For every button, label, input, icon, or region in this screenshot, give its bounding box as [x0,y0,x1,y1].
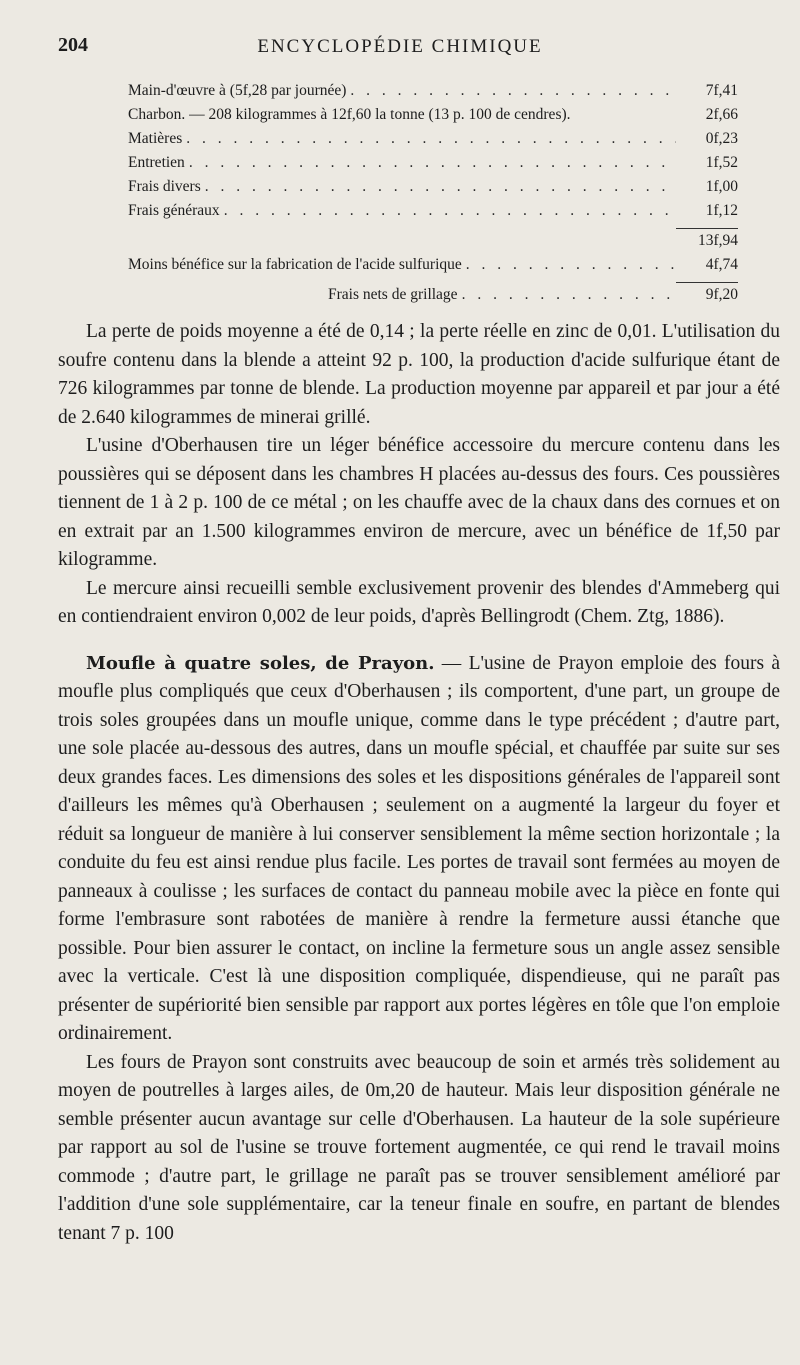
net-label: Frais nets de grillage [328,286,458,303]
section-title: Moufle à quatre soles, de Prayon. [86,652,435,674]
cost-row [128,106,738,130]
cost-label: Entretien [128,154,185,171]
leader-dots [205,178,676,196]
leader-dots [462,286,676,304]
leader-dots [189,154,676,172]
cost-row [128,202,738,226]
paragraph: Les fours de Prayon sont construits avec beaucoup de soin et armés très solidement au moyen de poutrelles à larges ailes, de 0m,20 de hauteur. Mais leur disposition générale ne semble présenter aucun avantage sur celle d'Oberhausen. La hauteur de la sole supérieure par rapport au sol de l'usine se trouve fortement augmentée, ce qui rend le travail moins commode ; d'autre part, le grillage ne paraît pas se trouver sensiblement amélioré par l'addition d'une sole supplémentaire, car la teneur finale en soufre, en partant de blendes tenant 7 p. 100 [58,1051,780,1244]
net-row [128,286,738,310]
leader-dots [224,202,676,220]
paragraph: La perte de poids moyenne a été de 0,14 ; la perte réelle en zinc de 0,01. L'utilisation du soufre contenu dans la blende a atteint 92 p. 100, la production d'acide sulfurique étant de 726 kilogrammes par tonne de blende. La production moyenne par appareil et par jour a été de 2.640 kilogrammes de minerai grillé. [58,321,780,428]
net-value: 9f,20 [705,286,738,303]
section-text: — L'usine de Prayon emploie des fours à moufle plus compliqués que ceux d'Oberhausen ; ils comportent, d'une part, un groupe de trois soles groupées dans un moufle unique, comme dans le type précédent ; d'autre part, une sole placée au-dessous des autres, dans un moufle spécial, et chauffée par suite sur ses deux grandes faces. Les dimensions des soles et les dispositions générales de l'appareil sont d'ailleurs les mêmes qu'à Oberhausen ; seulement on a augmenté la largeur du foyer et réduit sa longueur de manière à lui conserver sensiblement la même section horizontale ; la conduite du feu est ainsi rendue plus facile. Les portes de travail sont fermées au moyen de panneaux à coulisse ; les surfaces de contact du panneau mobile avec la pièce en fonte qui forme l'embrasure sont rabotées de manière à rendre la fermeture aussi étanche que possible. Pour bien assurer le contact, on incline la fermeture sous un angle assez sensible avec la verticale. C'est là une disposition compliquée, dispendieuse, qui ne paraît pas présenter de supériorité bien sensible par rapport aux portes légères en tôle que l'on emploie ordinairement. [58,652,780,1044]
cost-label: Frais divers [128,178,201,195]
running-title: ENCYCLOPÉDIE CHIMIQUE [257,36,543,57]
paragraph: L'usine d'Oberhausen tire un léger bénéfice accessoire du mercure contenu dans les poussières qui se déposent dans les chambres H placées au-dessus des fours. Ces poussières tiennent de 1 à 2 p. 100 de ce métal ; on les chauffe avec de la chaux dans des cornues et on en extrait par an 1.500 kilogrammes environ de mercure, avec un bénéfice de 1f,50 par kilogramme. [58,435,780,570]
section-paragraph [58,650,780,1049]
cost-row [128,82,738,106]
cost-value: 1f,12 [705,202,738,219]
page-header [0,34,800,64]
cost-label: Matières [128,130,183,147]
sum-rule [676,228,738,229]
deduction-value: 4f,74 [705,256,738,273]
cost-value: 7f,41 [705,82,738,99]
body-text [58,318,780,1248]
cost-row [128,154,738,178]
cost-value: 1f,52 [705,154,738,171]
cost-label: Charbon. — 208 kilogrammes à 12f,60 la tonne (13 p. 100 de cendres). [128,106,571,123]
subtotal-value: 13f,94 [697,232,738,249]
deduction-row [128,256,738,280]
cost-table [128,82,738,310]
sum-rule [676,282,738,283]
cost-label: Main-d'œuvre à (5f,28 par journée) [128,82,347,99]
page-number: 204 [58,34,88,56]
paragraph: Le mercure ainsi recueilli semble exclusivement provenir des blendes d'Ammeberg qui en contiendraient environ 0,002 de leur poids, d'après Bellingrodt (Chem. Ztg, 1886). [58,577,780,627]
cost-value: 0f,23 [705,130,738,147]
cost-value: 1f,00 [705,178,738,195]
leader-dots [350,82,676,100]
leader-dots [186,130,676,148]
deduction-label: Moins bénéfice sur la fabrication de l'acide sulfurique [128,256,462,273]
cost-row [128,178,738,202]
cost-row [128,130,738,154]
cost-label: Frais généraux [128,202,220,219]
cost-value: 2f,66 [705,106,738,123]
leader-dots [466,256,676,274]
